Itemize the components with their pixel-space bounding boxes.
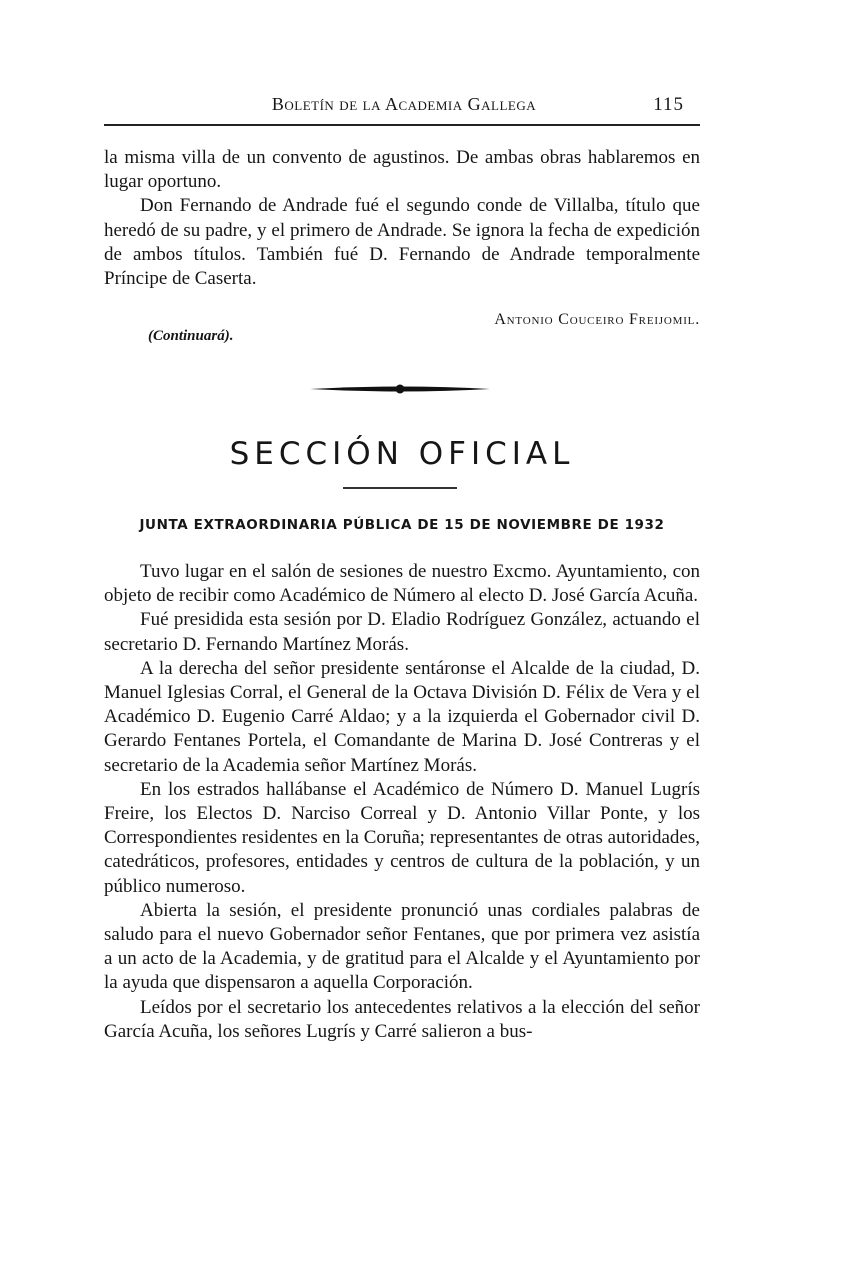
paragraph: Fué presidida esta sesión por D. Eladio Rodríguez González, actuando el secretario D. Fernando Martínez Morás. [104, 609, 700, 655]
continued-note: (Continuará). [148, 328, 234, 344]
page-header [104, 94, 704, 124]
page-number: 115 [653, 94, 684, 115]
paragraph: Leídos por el secretario los antecedentes relativos a la elección del señor García Acuña, los señores Lugrís y Carré salieron a bus- [104, 996, 700, 1042]
session-report [104, 560, 700, 1044]
paragraph: la misma villa de un convento de agustinos. De ambas obras hablaremos en lugar oportuno. [104, 147, 700, 193]
ornamental-divider [300, 378, 500, 400]
paragraph: En los estrados hallábanse el Académico de Número D. Manuel Lugrís Freire, los Electos D. Narciso Correal y D. Antonio Villar Ponte, y los Correspondientes residentes en la Coruña; representantes de otras autoridades, catedráticos, profesores, entidades y centros de cultura de la población, y un público numeroso. [104, 778, 700, 897]
section-title: SECCIÓN OFICIAL [229, 436, 575, 472]
article-continuation [104, 146, 700, 291]
paragraph: Tuvo lugar en el salón de sesiones de nuestro Excmo. Ayuntamiento, con objeto de recibir como Académico de Número al electo D. José García Acuña. [104, 561, 700, 607]
author-signature: Antonio Couceiro Freijomil. [494, 311, 700, 328]
paragraph: Don Fernando de Andrade fué el segundo conde de Villalba, título que heredó de su padre, y el primero de Andrade. Se ignora la fecha de expedición de ambos títulos. También fué D. Fernando de Andrade temporalmente Príncipe de Caserta. [104, 195, 700, 290]
paragraph: A la derecha del señor presidente sentáronse el Alcalde de la ciudad, D. Manuel Iglesias Corral, el General de la Octava División D. Félix de Vera y el Académico D. Eugenio Carré Aldao; y a la izquierda el Gobernador civil D. Gerardo Fentanes Portela, el Comandante de Marina D. José Contreras y el secretario de la Academia señor Martínez Morás. [104, 657, 700, 776]
running-title: Boletín de la Academia Gallega [271, 94, 537, 114]
header-rule [104, 124, 700, 126]
session-heading: JUNTA EXTRAORDINARIA PÚBLICA DE 15 DE NOVIEMBRE DE 1932 [139, 517, 665, 533]
paragraph: Abierta la sesión, el presidente pronunció unas cordiales palabras de saludo para el nuevo Gobernador señor Fentanes, que por primera vez asistía a un acto de la Academia, y de gratitud para el Alcalde y el Ayuntamiento por la ayuda que dispensaron a aquella Corporación. [104, 899, 700, 994]
section-rule [343, 487, 457, 489]
